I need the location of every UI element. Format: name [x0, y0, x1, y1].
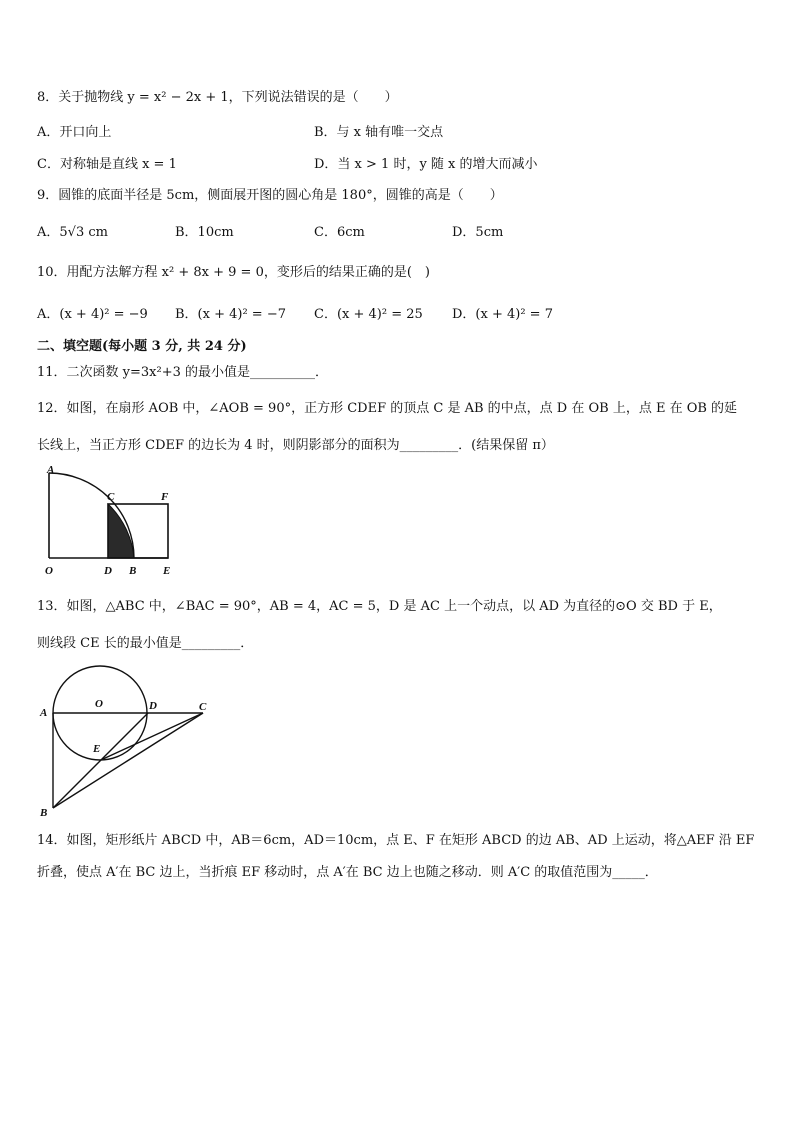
q12-label-b: B	[129, 565, 137, 577]
q12-label-a: A	[47, 466, 55, 476]
q13-text-line1: 13．如图，△ABC 中，∠BAC = 90°，AB = 4，AC = 5，D 是 AC 上一个动点，以 AD 为直径的⊙O 交 BD 于 E，	[37, 599, 722, 614]
q9-option-a: A．5√3 cm	[37, 225, 108, 240]
q10-stem: 10．用配方法解方程 x² + 8x + 9 = 0，变形后的结果正确的是( )	[37, 265, 430, 280]
q12-label-f: F	[161, 491, 169, 503]
q13-label-d: D	[149, 700, 157, 712]
q12-label-o: O	[45, 565, 53, 577]
q8-option-b: B．与 x 轴有唯一交点	[314, 125, 444, 140]
q12-figure	[40, 466, 180, 580]
q12-label-e: E	[163, 565, 171, 577]
q13-label-b: B	[40, 807, 48, 818]
q10-option-d: D．(x + 4)² = 7	[452, 307, 553, 322]
q12-label-c: C	[107, 491, 115, 503]
q9-option-b: B．10cm	[175, 225, 234, 240]
q13-figure	[36, 664, 216, 818]
q8-option-c: C．对称轴是直线 x = 1	[37, 157, 177, 172]
q10-option-b: B．(x + 4)² = −7	[175, 307, 286, 322]
q10-option-c: C．(x + 4)² = 25	[314, 307, 423, 322]
q14-text-line2: 折叠，使点 A′在 BC 边上，当折痕 EF 移动时，点 A′在 BC 边上也随之移动．则 A′C 的取值范围为_____．	[37, 865, 658, 880]
q8-option-a: A．开口向上	[37, 125, 112, 140]
q13-label-e: E	[93, 743, 101, 755]
q14-text-line1: 14．如图，矩形纸片 ABCD 中，AB＝6cm，AD＝10cm，点 E、F 在矩形 ABCD 的边 AB、AD 上运动，将△AEF 沿 EF	[37, 833, 755, 848]
q12-label-d: D	[104, 565, 112, 577]
q12-text-line2: 长线上，当正方形 CDEF 的边长为 4 时，则阴影部分的面积为_________．(结果保留 π）	[37, 438, 554, 453]
q13-text-line2: 则线段 CE 长的最小值是_________．	[37, 636, 254, 651]
q13-label-a: A	[40, 707, 48, 719]
q13-segment-ce	[103, 713, 203, 759]
q10-option-a: A．(x + 4)² = −9	[37, 307, 148, 322]
q12-text-line1: 12．如图，在扇形 AOB 中，∠AOB = 90°，正方形 CDEF 的顶点 C 是 AB 的中点，点 D 在 OB 上，点 E 在 OB 的延	[37, 401, 738, 416]
q8-stem: 8．关于抛物线 y = x² − 2x + 1，下列说法错误的是（ ）	[37, 90, 398, 105]
q11-text: 11．二次函数 y=3x²+3 的最小值是__________．	[37, 365, 329, 380]
q13-segment-bc	[53, 713, 203, 808]
q9-option-c: C．6cm	[314, 225, 365, 240]
q13-label-c: C	[199, 701, 207, 713]
q13-label-o: O	[95, 698, 103, 710]
q9-stem: 9．圆锥的底面半径是 5cm，侧面展开图的圆心角是 180°，圆锥的高是（ ）	[37, 188, 503, 203]
q8-option-d: D．当 x > 1 时，y 随 x 的增大而减小	[314, 157, 538, 172]
section-heading: 二、填空题(每小题 3 分, 共 24 分)	[37, 339, 247, 354]
q9-option-d: D．5cm	[452, 225, 504, 240]
